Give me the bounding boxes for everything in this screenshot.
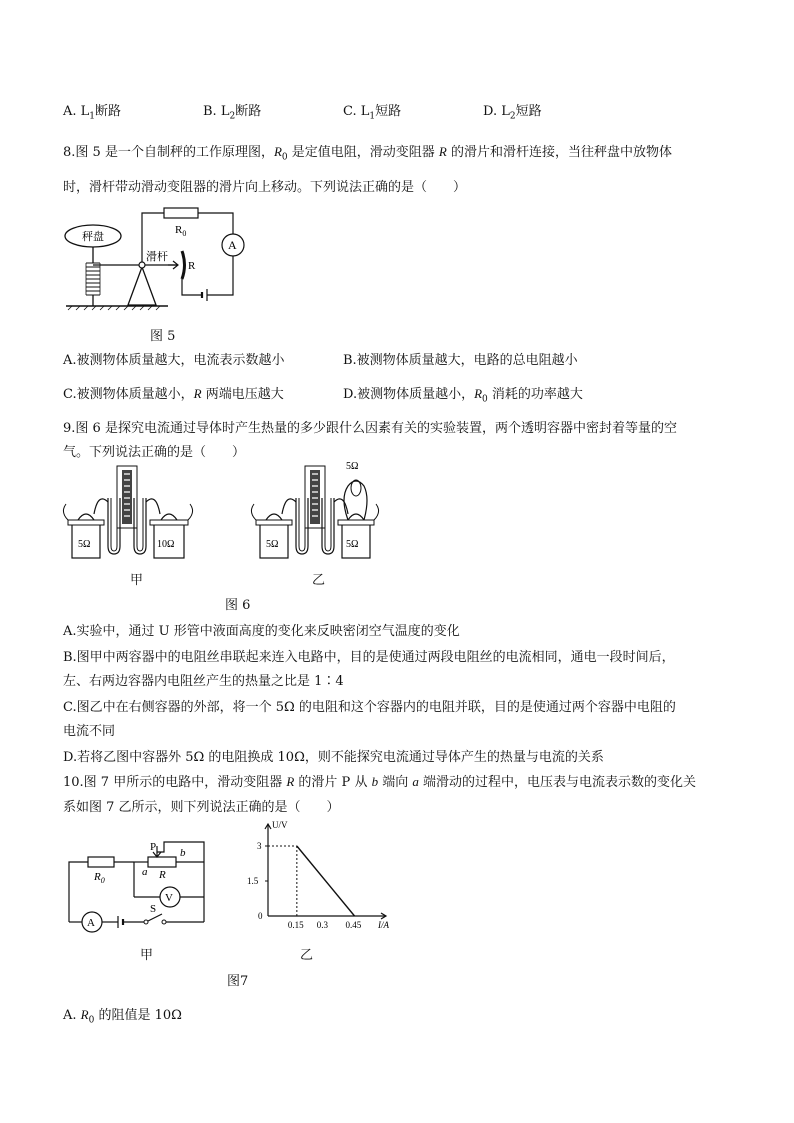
svg-text:5Ω: 5Ω [346, 539, 359, 550]
svg-text:5Ω: 5Ω [78, 539, 91, 550]
figure-6-caption: 图 6 [225, 598, 251, 613]
svg-text:R0: $R_0$ [94, 871, 105, 885]
q8-option-d: D.被测物体质量越小，$R_0$ 消耗的功率越大 [343, 386, 583, 405]
q8-option-b: B.被测物体质量越大，电路的总电阻越小 [343, 353, 578, 368]
variable-resistor-r [182, 251, 185, 279]
y-tick-label: 3 [257, 841, 262, 851]
figure-7-jia-label: 甲 [140, 948, 154, 963]
pivot [139, 262, 145, 268]
y-tick-label: 1.5 [247, 876, 259, 886]
svg-text:b: b [180, 847, 186, 859]
q8-stem-line2: 时，滑杆带动滑动变阻器的滑片向上移动。下列说法正确的是（ ） [63, 180, 467, 195]
switch-s [148, 914, 162, 921]
svg-text:P: P [150, 841, 157, 853]
figure-5-scale-circuit [60, 205, 250, 320]
resistor-r0-label: $R_0$ [175, 224, 187, 238]
figure-6-jia-label: 甲 [130, 573, 144, 588]
q10-stem-line1: 10.图 7 甲所示的电路中，滑动变阻器 R 的滑片 P 从 b 端向 a 端滑动的过程中，电压表与电流表示数的变化关 [63, 774, 696, 790]
q9-option-a: A.实验中，通过 U 形管中液面高度的变化来反映密闭空气温度的变化 [63, 624, 460, 639]
resistor-r0 [164, 208, 198, 218]
figure-5-caption: 图 5 [150, 329, 176, 344]
q9-option-b-line1: B.图甲中两容器中的电阻丝串联起来连入电路中，目的是使通过两段电阻丝的电流相同，通电一段时间后， [63, 650, 675, 665]
q10-option-a: A. $R_0$ 的阻值是 10Ω [63, 1007, 182, 1026]
figure-7-jia-circuit [64, 842, 214, 937]
q7-option-b: B. $L_2$断路 [203, 104, 262, 122]
x-tick-label: 0.15 [287, 920, 304, 930]
scale-pan-label: 秤盘 [82, 231, 104, 243]
q7-option-d: D. $L_2$短路 [483, 104, 542, 122]
x-tick-label: 0.3 [316, 920, 328, 930]
svg-text:10Ω: 10Ω [157, 539, 175, 550]
series-line [297, 846, 355, 916]
y-axis-label: U/V [272, 820, 288, 830]
variable-resistor-label: R [188, 260, 196, 272]
figure-7-yi-chart [248, 818, 393, 936]
q9-stem-line2: 气。下列说法正确的是（ ） [63, 445, 246, 460]
x-tick-label: 0.45 [345, 920, 362, 930]
q7-option-a: A. $L_1$断路 [63, 104, 122, 122]
svg-text:S: S [150, 903, 157, 915]
svg-text:5Ω: 5Ω [266, 539, 279, 550]
figure-7-yi-label: 乙 [300, 948, 314, 963]
figure-6-yi-label: 乙 [312, 573, 326, 588]
figure-6-jia [64, 462, 199, 562]
q10-stem-line2: 系如图 7 乙所示，则下列说法正确的是（ ） [63, 800, 340, 815]
q8-stem-line1: 8.图 5 是一个自制秤的工作原理图，$R_0$ 是定值电阻，滑动变阻器 R 的滑片和滑杆连接，当往秤盘中放物体 [63, 144, 672, 163]
resistor-r0 [88, 857, 114, 867]
svg-text:A: A [87, 917, 95, 929]
svg-text:5Ω: 5Ω [346, 461, 359, 472]
svg-text:A: A [228, 238, 237, 252]
svg-text:V: V [165, 892, 173, 904]
figure-6-yi [252, 458, 387, 562]
q9-option-b-line2: 左、右两边容器内电阻丝产生的热量之比是 1∶4 [63, 674, 344, 689]
figure-7-caption: 图7 [227, 974, 249, 989]
q9-stem-line1: 9.图 6 是探究电流通过导体时产生热量的多少跟什么因素有关的实验装置，两个透明容器中密封着等量的空 [63, 421, 677, 436]
q9-option-c-line1: C.图乙中在右侧容器的外部，将一个 5Ω 的电阻和这个容器内的电阻并联，目的是使通过两个容器中电阻的 [63, 700, 676, 715]
svg-text:a: a [142, 866, 148, 878]
origin-label: 0 [258, 911, 263, 921]
rheostat-r [148, 857, 176, 867]
q9-option-d: D.若将乙图中容器外 5Ω 的电阻换成 10Ω，则不能探究电流通过导体产生的热量与电流的关系 [63, 750, 604, 765]
q8-option-a: A.被测物体质量越大，电流表示数越小 [63, 353, 285, 368]
q7-option-c: C. $L_1$短路 [343, 104, 402, 122]
svg-text:R: R [159, 869, 166, 881]
x-axis-label: I/A [378, 920, 389, 930]
pivot-triangle [128, 267, 156, 305]
q8-option-c: C.被测物体质量越小，R 两端电压越大 [63, 386, 284, 402]
q9-option-c-line2: 电流不同 [63, 724, 116, 739]
lever-label: 滑杆 [146, 251, 168, 263]
spring [86, 263, 100, 295]
